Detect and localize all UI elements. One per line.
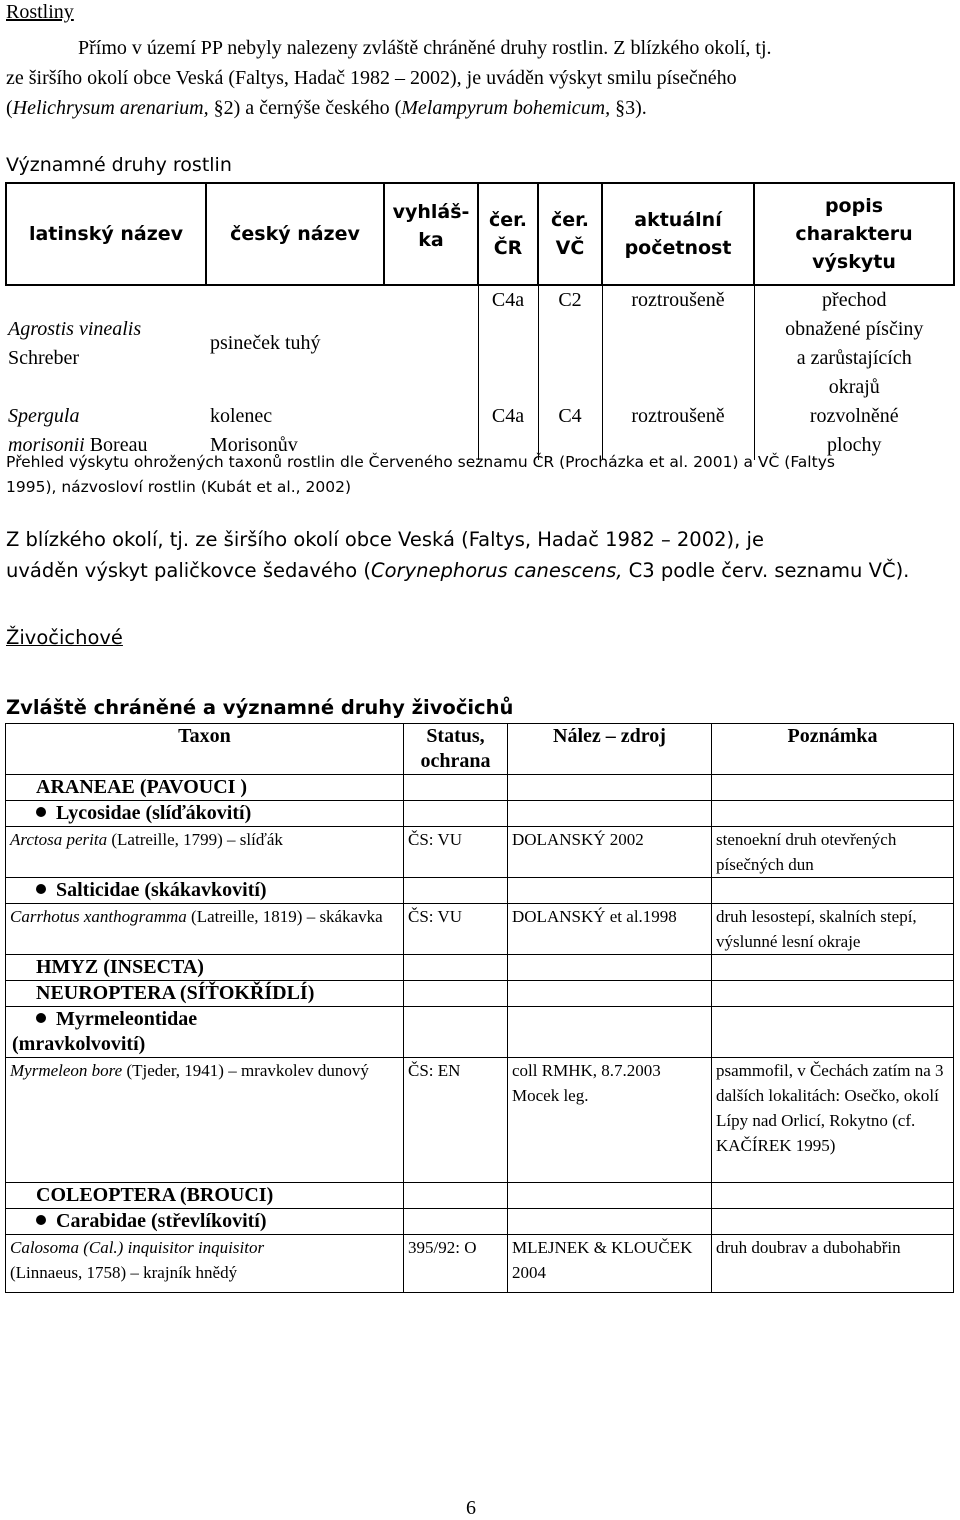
table-row [6,1209,954,1235]
taxon-rest: (Linnaeus, 1758) – krajník hnědý [10,1263,238,1282]
taxon-latin: Calosoma (Cal.) inquisitor inquisitor [10,1238,265,1257]
status-carrhotus: ČS: VU [404,904,508,955]
note-calosoma: druh doubrav a dubohabřin [712,1235,954,1293]
animals-heading: Živočichové [6,626,123,649]
intro-text: §3). [610,97,647,119]
header-decree-line: vyhláš- [392,201,470,223]
plant-red-vc: C4 [538,402,602,460]
header-abundance [602,183,754,285]
empty-cell [508,955,712,981]
header-decree [384,183,478,285]
empty-cell [404,981,508,1007]
intro-text: ( [6,97,13,119]
description-line: obnažené písčiny [785,318,924,340]
table-row [6,878,954,904]
header-red-vc-line: čer. [550,209,590,231]
table-row [6,1235,954,1293]
empty-cell [508,775,712,801]
vicinity-line-2 [6,559,909,583]
taxon-rest: (Latreille, 1819) – skákavka [186,907,383,926]
group-neuroptera: NEUROPTERA (SÍŤOKŘÍDLÍ) [6,981,404,1007]
table-row [6,285,954,402]
latin-species: morisonii [8,434,85,456]
header-decree-line: ka [418,229,444,251]
intro-text: §2) a černýše českého ( [208,97,402,119]
table-row [6,775,954,801]
header-finding: Nález – zdroj [508,724,712,775]
family-salticidae [6,878,404,904]
empty-cell [404,1183,508,1209]
plant-table-header [6,183,954,285]
header-abundance-line: aktuální [634,209,722,231]
plants-heading: Rostliny [6,1,74,23]
latin-genus: Agrostis vinealis [8,318,142,340]
finding-carrhotus: DOLANSKÝ et al.1998 [508,904,712,955]
header-red-vc-line: VČ [555,237,585,259]
empty-cell [712,1209,954,1235]
empty-cell [508,878,712,904]
page-number: 6 [466,1497,476,1519]
plant-abundance: roztroušeně [602,285,754,402]
empty-cell [404,878,508,904]
empty-cell [404,955,508,981]
table-row [6,1007,954,1058]
table-row [6,801,954,827]
finding-myrmeleon: coll RMHK, 8.7.2003 Mocek leg. [508,1058,712,1183]
taxon-myrmeleon [6,1058,404,1183]
empty-cell [712,1007,954,1058]
bullet-icon [36,807,46,817]
intro-line-3 [6,96,647,120]
plant-table-caption-line-1: Přehled výskytu ohrožených taxonů rostlin dle Červeného seznamu ČR (Procházka et al. 2001) a VČ (Faltys [6,453,835,471]
table-row [6,1058,954,1183]
header-czech-name: český název [206,183,384,285]
empty-cell [712,981,954,1007]
finding-calosoma: MLEJNEK & KLOUČEK 2004 [508,1235,712,1293]
empty-cell [712,775,954,801]
bullet-icon [36,884,46,894]
taxon-arctosa [6,827,404,878]
group-araneae: ARANEAE (PAVOUCI ) [6,775,404,801]
intro-line-1: Přímo v území PP nebyly nalezeny zvláště chráněné druhy rostlin. Z blízkého okolí, tj. [78,37,772,59]
table-row [6,904,954,955]
header-status: Status, ochrana [404,724,508,775]
plant-red-cr: C4a [478,285,538,402]
taxon-carrhotus [6,904,404,955]
taxon-latin: Carrhotus xanthogramma [10,907,187,926]
note-carrhotus: druh lesostepí, skalních stepí, výslunné lesní okraje [712,904,954,955]
plant-czech-name: psineček tuhý [210,332,321,354]
plant-red-vc: C2 [538,285,602,402]
header-latin-name: latinský název [6,183,206,285]
family-lycosidae [6,801,404,827]
header-taxon: Taxon [6,724,404,775]
czech-name-line: Morisonův [210,434,298,456]
empty-cell [404,1209,508,1235]
header-red-list-vc [538,183,602,285]
animal-table [5,723,954,1293]
latin-author: Boreau [84,434,148,456]
header-red-list-cr [478,183,538,285]
bullet-icon [36,1215,46,1225]
empty-cell [712,878,954,904]
empty-cell [508,981,712,1007]
plant-latin-name [6,285,206,402]
family-label: Myrmeleontidae [56,1008,198,1030]
plant-table-title: Významné druhy rostlin [6,154,232,176]
description-line: a zarůstajících [796,347,912,369]
group-insecta: HMYZ (INSECTA) [6,955,404,981]
empty-cell [404,775,508,801]
table-row [6,1183,954,1209]
table-row [6,955,954,981]
bullet-icon [36,1013,46,1023]
family-label: Lycosidae (slíďákovití) [56,802,252,824]
empty-cell [712,955,954,981]
latin-author: Schreber [8,347,80,369]
status-arctosa: ČS: VU [404,827,508,878]
empty-cell [712,1183,954,1209]
vicinity-latin-name: Corynephorus canescens, [371,559,623,582]
taxon-latin: Arctosa perita [10,830,108,849]
note-myrmeleon: psammofil, v Čechách zatím na 3 dalších lokalitách: Osečko, okolí Lípy nad Orlicí, Rokytno (cf. KAČÍREK 1995) [712,1058,954,1183]
vicinity-text: C3 podle červ. seznamu VČ). [622,559,910,582]
intro-latin-name: Melampyrum bohemicum, [401,97,611,119]
description-line: plochy [827,434,882,456]
intro-line-2: ze širšího okolí obce Veská (Faltys, Hadač 1982 – 2002), je uváděn výskyt smilu písečného [6,67,737,89]
vicinity-line-1: Z blízkého okolí, tj. ze širšího okolí obce Veská (Faltys, Hadač 1982 – 2002), je [6,528,764,551]
plant-table-caption-line-2: 1995), názvosloví rostlin (Kubát et al., 2002) [6,478,351,496]
header-red-cr-line: čer. [488,209,528,231]
plant-abundance: roztroušeně [602,402,754,460]
taxon-calosoma [6,1235,404,1293]
description-line: okrajů [828,376,880,398]
intro-latin-name: Helichrysum arenarium, [12,97,209,119]
animal-table-title: Zvláště chráněné a významné druhy živočichů [6,696,514,719]
header-abundance-line: početnost [624,237,732,259]
empty-cell [508,1209,712,1235]
header-description-line: výskytu [812,251,896,273]
taxon-latin: Myrmeleon bore [10,1061,123,1080]
header-note: Poznámka [712,724,954,775]
header-red-cr-line: ČR [493,237,523,259]
taxon-rest: (Latreille, 1799) – slíďák [107,830,283,849]
animal-table-header [6,724,954,775]
empty-cell [508,1007,712,1058]
empty-cell [712,801,954,827]
header-description-line: charakteru [795,223,913,245]
plant-decree [384,285,478,402]
plant-red-cr: C4a [478,402,538,460]
family-label: Carabidae (střevlíkovití) [56,1210,267,1232]
empty-cell [404,1007,508,1058]
czech-name-line: kolenec [210,405,273,427]
table-row [6,981,954,1007]
description-line: přechod [822,289,887,311]
taxon-rest: (Tjeder, 1941) – mravkolev dunový [122,1061,369,1080]
header-description-line: popis [824,195,884,217]
empty-cell [508,1183,712,1209]
plant-table [5,182,955,460]
latin-genus: Spergula [8,405,80,427]
group-coleoptera: COLEOPTERA (BROUCI) [6,1183,404,1209]
finding-arctosa: DOLANSKÝ 2002 [508,827,712,878]
description-line: rozvolněné [809,405,899,427]
header-description [754,183,954,285]
empty-cell [508,801,712,827]
status-myrmeleon: ČS: EN [404,1058,508,1183]
family-label: (mravkolvovití) [12,1033,146,1055]
vicinity-text: uváděn výskyt paličkovce šedavého ( [6,559,371,582]
family-carabidae [6,1209,404,1235]
family-myrmeleontidae [6,1007,404,1058]
plant-description [754,285,954,402]
empty-cell [404,801,508,827]
note-arctosa: stenoekní druh otevřených písečných dun [712,827,954,878]
family-label: Salticidae (skákavkovití) [56,879,267,901]
status-calosoma: 395/92: O [404,1235,508,1293]
table-row [6,827,954,878]
